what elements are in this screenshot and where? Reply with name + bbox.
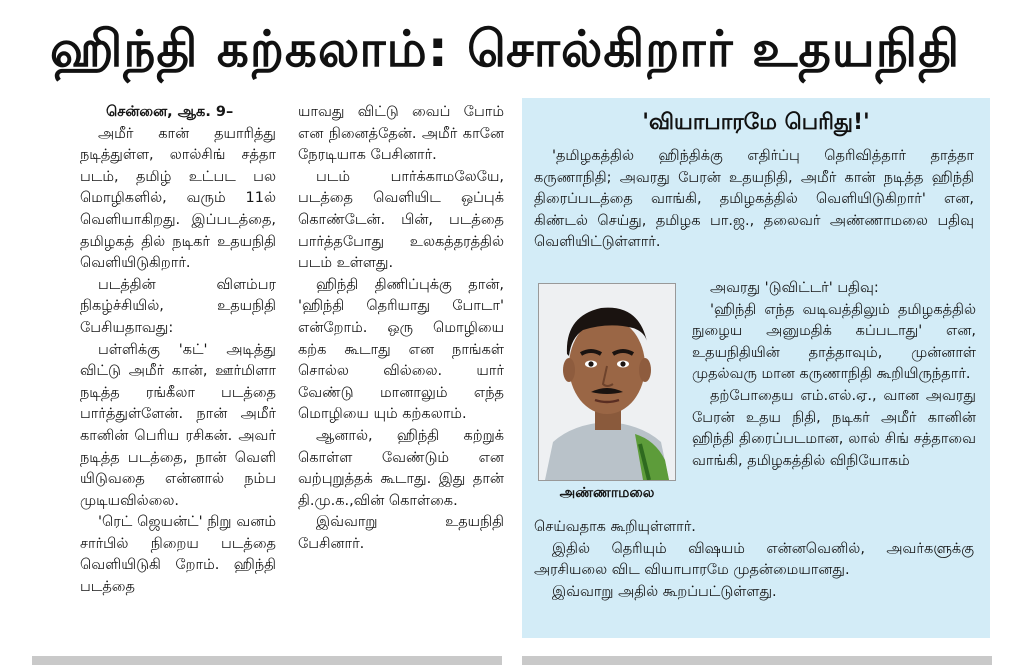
boxout-paragraph: அவரது 'டுவிட்டர்' பதிவு:: [710, 280, 879, 296]
boxout-bottom-text: [534, 517, 974, 603]
boxout-paragraph: இவ்வாறு அதில் கூறப்பட்டுள்ளது.: [552, 583, 777, 600]
boxout-title: 'வியாபாரமே பெரிது!': [642, 110, 870, 135]
photo-caption: அண்ணாமலை: [559, 485, 655, 501]
dateline-paragraph: [80, 102, 276, 124]
dateline: சென்னை, ஆக. 9–: [106, 104, 234, 120]
boxout-paragraph: இதில் தெரியும் விஷயம் என்னவெனில், அவர்களுக்கு அரசியலை விட வியாபாரமே முதன்மையானது.: [534, 540, 974, 579]
person-portrait-icon: [539, 284, 675, 480]
person-photo: [538, 283, 676, 481]
article-column-1: [80, 102, 276, 599]
boxout-right-text: [692, 278, 976, 472]
article-column-2: [298, 102, 504, 555]
sidebar-boxout: [522, 98, 990, 638]
boxout-paragraph: தற்போதைய எம்.எல்.ஏ., வான அவரது பேரன் உதய நிதி, நடிகர் அமீர் கானின் ஹிந்தி திரைப்படமான, லால் சிங் சத்தாவை வாங்கி, தமிழகத்தில் விநியோகம்: [692, 387, 976, 469]
boxout-paragraph: 'ஹிந்தி எந்த வடிவத்திலும் தமிழகத்தில் நுழைய அனுமதிக் கப்படாது' என, உதயநிதியின் தாத்தாவும், முன்னாள் முதல்வரு மான கருணாநிதி கூறியிருந்தார்.: [692, 301, 976, 383]
article-paragraph: யாவது விட்டு வைப் போம் என நினைத்தேன். அமீர் கானே நேரடியாக பேசினார்.: [298, 104, 504, 164]
headline: ஹிந்தி கற்கலாம்: சொல்கிறார் உதயநிதி: [49, 20, 961, 78]
bottom-divider-right: [522, 656, 992, 665]
article-paragraph: படம் பார்க்காமலேயே, படத்தை வெளியிட ஒப்புக் கொண்டேன். பின், படத்தை பார்த்தபோது உலகத்தரத்தில் படம் உள்ளது.: [298, 168, 504, 272]
boxout-intro-paragraph: 'தமிழகத்தில் ஹிந்திக்கு எதிர்ப்பு தெரிவித்தார் தாத்தா கருணாநிதி; அவரது பேரன் உதயநிதி, அமீர் கான் நடித்த ஹிந்தி திரைப்படத்தை வாங்கி, தமிழகத்தில் வெளியிடுகிறார்' என, கிண்டல் செய்து, தமிழக பா.ஜ., தலைவர் அண்ணாமலை பதிவு வெளியிட்டுள்ளார்.: [534, 148, 974, 251]
article-paragraph: படத்தின் விளம்பர நிகழ்ச்சியில், உதயநிதி பேசியதாவது:: [80, 276, 276, 336]
article-paragraph: பள்ளிக்கு 'கட்' அடித்து விட்டு அமீர் கான், ஊர்மிளா நடித்த ரங்கீலா படத்தை பார்த்துள்ளேன். நான் அமீர் கானின் பெரிய ரசிகன். அவர் நடித்த படத்தை, நான் வெளி யிடுவதை என்னால் நம்ப முடியவில்லை.: [80, 341, 276, 509]
boxout-paragraph: செய்வதாக கூறியுள்ளார்.: [534, 519, 696, 535]
bottom-divider-left: [32, 656, 502, 665]
article-paragraph: ஹிந்தி திணிப்புக்கு தான், 'ஹிந்தி தெரியாது போடா' என்றோம். ஒரு மொழியை கற்க கூடாது என நாங்கள் சொல்ல வில்லை. யார் வேண்டு மானாலும் எந்த மொழியை யும் கற்கலாம்.: [298, 276, 504, 423]
article-paragraph: ஆனால், ஹிந்தி கற்றுக் கொள்ள வேண்டும் என வற்புறுத்தக் கூடாது. இது தான் தி.மு.க.,வின் கொள்கை.: [298, 427, 504, 509]
boxout-intro: [534, 146, 974, 254]
article-paragraph: அமீர் கான் தயாரித்து நடித்துள்ள, லால்சிங் சத்தா படம், தமிழ் உட்பட பல மொழிகளில், வரும் 11ல் வெளியாகிறது. இப்படத்தை, தமிழகத் தில் நடிகர் உதயநிதி வெளியிடுகிறார்.: [80, 125, 276, 272]
article-paragraph: இவ்வாறு உதயநிதி பேசினார்.: [298, 514, 504, 552]
article-paragraph: 'ரெட் ஜெயன்ட்' நிறு வனம் சார்பில் நிறைய படத்தை வெளியிடுகி றோம். ஹிந்தி படத்தை: [80, 514, 276, 596]
